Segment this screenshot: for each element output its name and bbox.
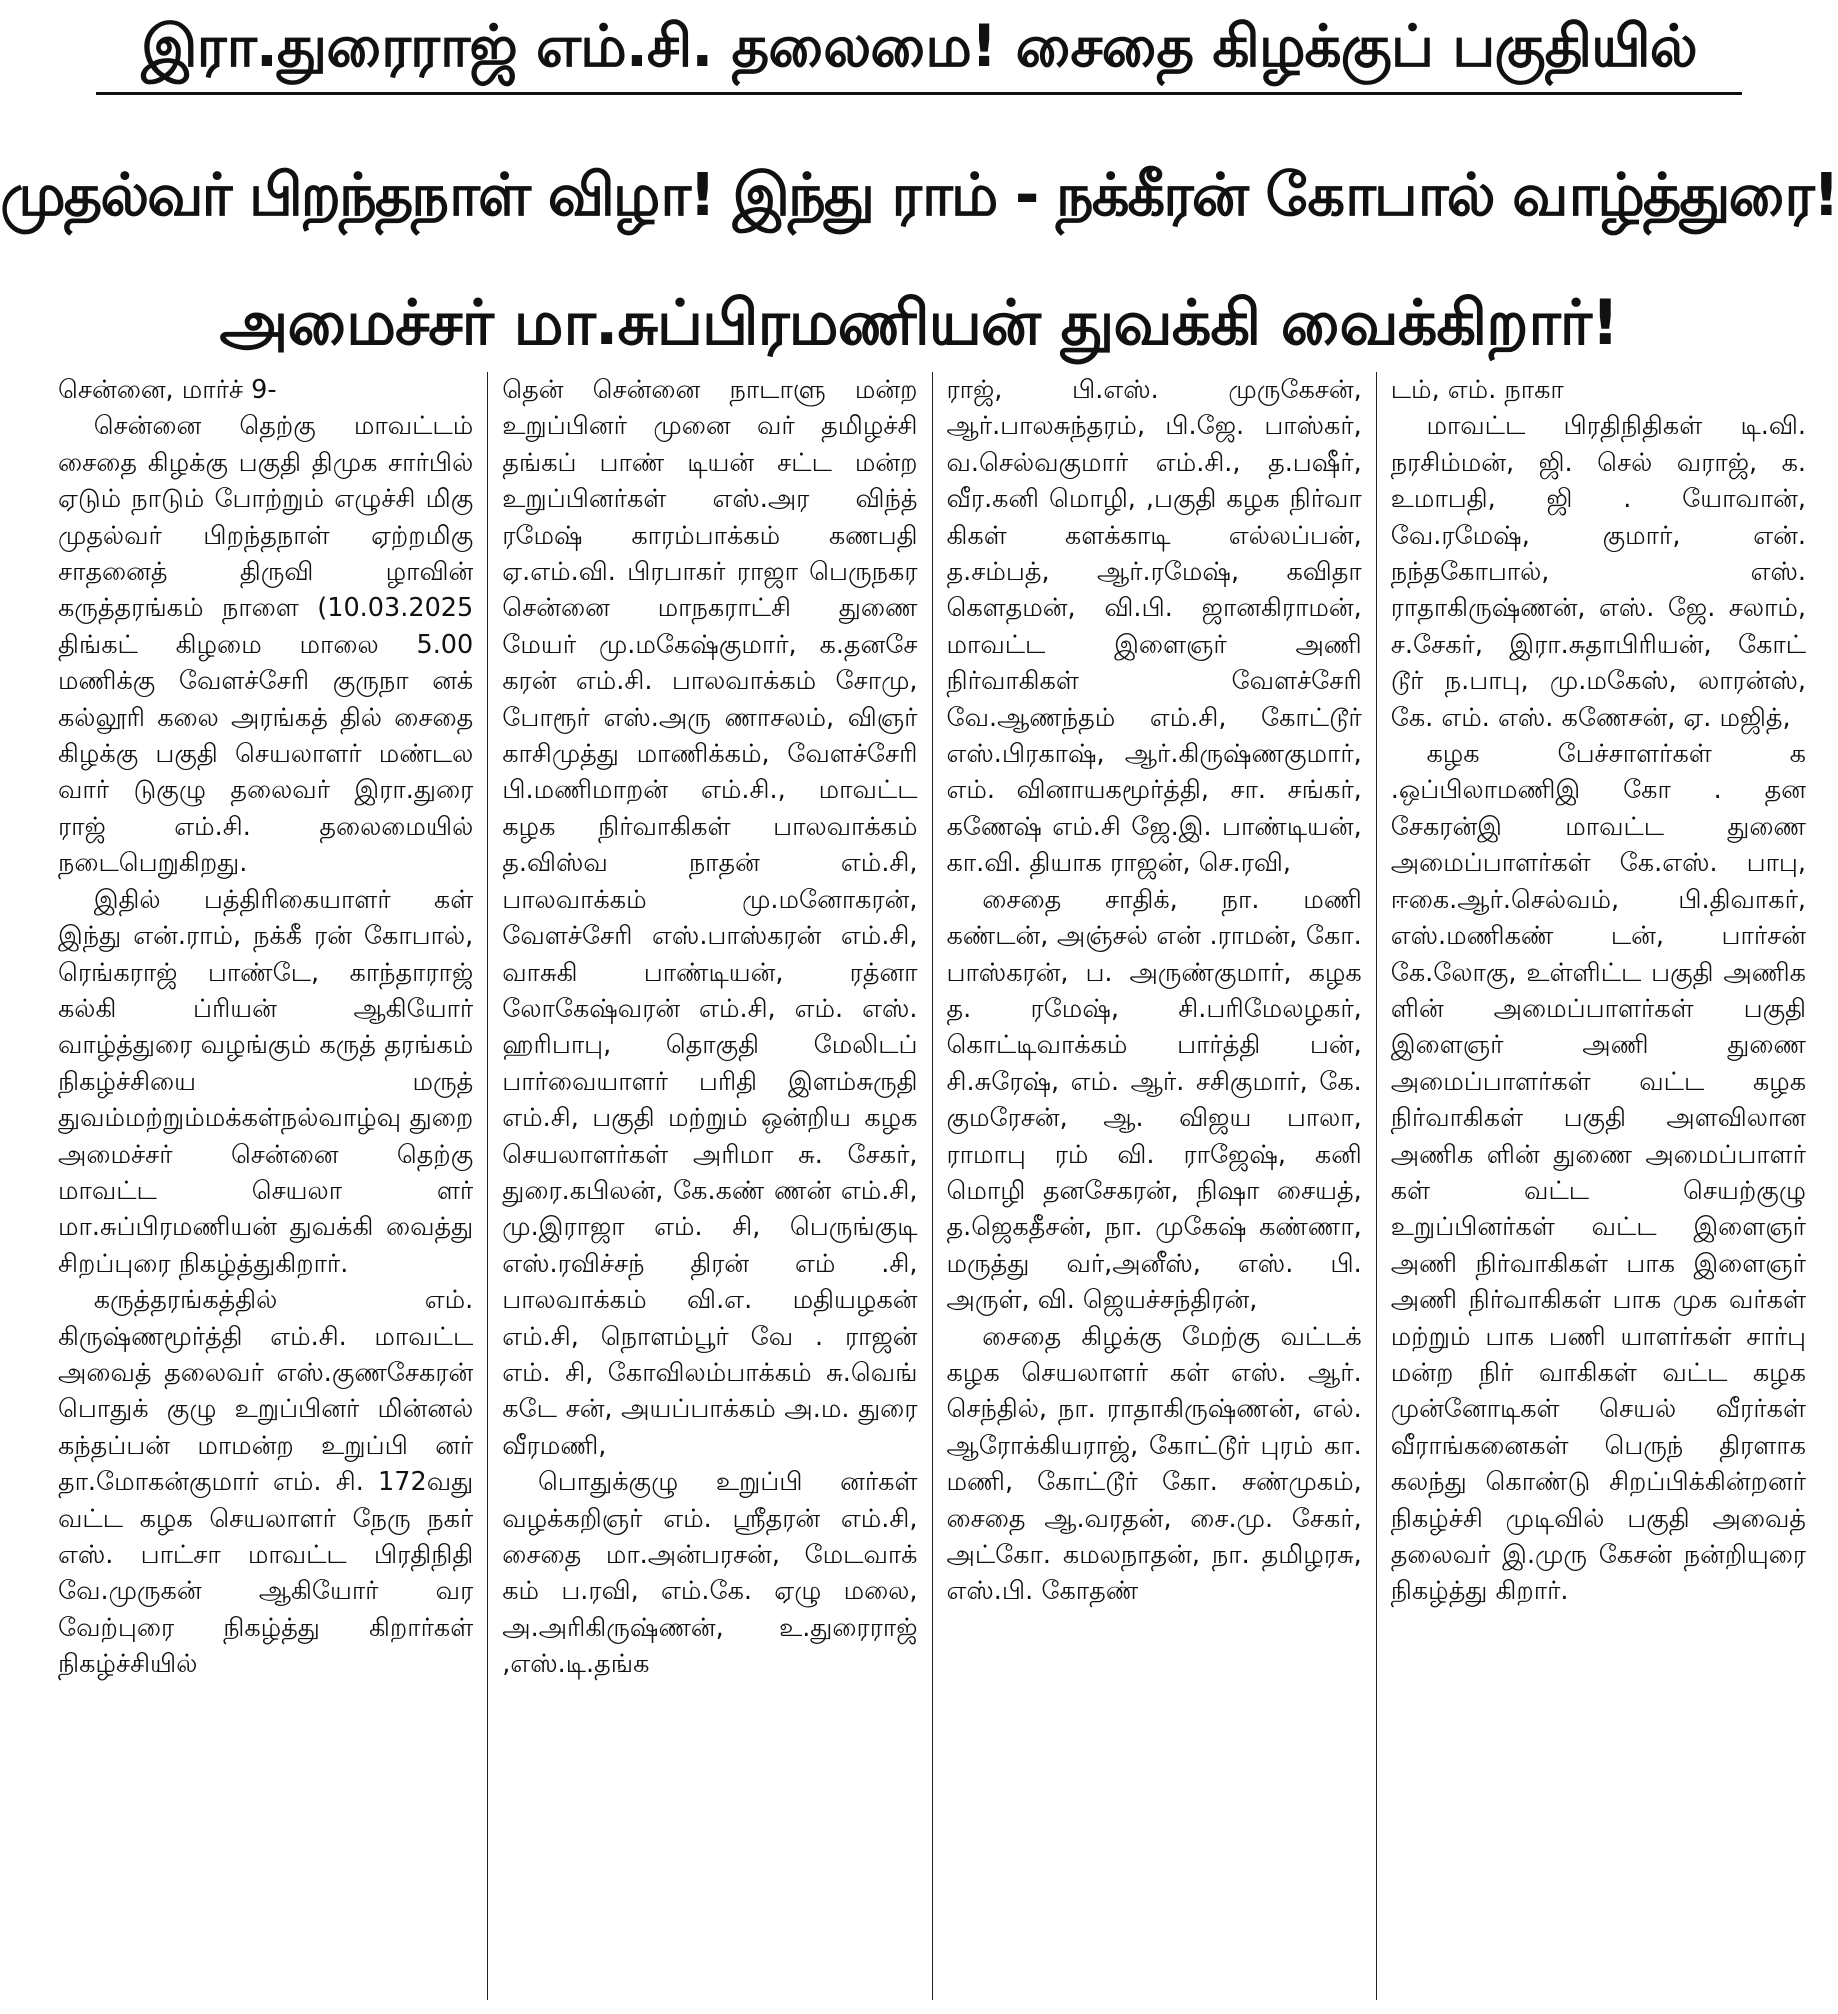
article-dateline: சென்னை, மார்ச் 9- [58,375,277,405]
headline-rule [96,92,1742,95]
article-paragraph: சென்னை தெற்கு மாவட்டம் சைதை கிழக்கு பகுதி திமுக சார்பில் ஏடும் நாடும் போற்றும் எழுச்சி மிகு முதல்வர் பிறந்தநாள் ஏற்றமிகு சாதனைத் திருவி ழாவின் கருத்தரங்கம் நாளை (10.03.2025 திங்கட் கிழமை மாலை 5.00 மணிக்கு வேளச்சேரி குருநா னக் கல்லூரி கலை அரங்கத் தில் சைதை கிழக்கு பகுதி செயலாளர் மண்டல வார் டுகுழு தலைவர் இரா.துரை ராஜ் எம்.சி. தலைமையில் நடைபெறுகிறது. [58,411,474,879]
article-column-3 [932,372,1376,2000]
article-paragraph: மாவட்ட பிரதிநிதிகள் டி.வி. நரசிம்மன், ஜி. செல் வராஜ், க. உமாபதி, ஜி . யோவான், வே.ரமேஷ், குமார், என். நந்தகோபால், எஸ். ராதாகிருஷ்ணன், எஸ். ஜே. சலாம், ச.சேகர், இரா.சுதாபிரியன், கோட் டூர் ந.பாபு, மு.மகேஸ், லாரன்ஸ், கே. எம். எஸ். கணேசன், ஏ. மஜித், [1390,411,1806,733]
article-paragraph: பொதுக்குழு உறுப்பி னர்கள் வழக்கறிஞர் எம். ஸ்ரீதரன் எம்.சி, சைதை மா.அன்பரசன், மேடவாக் கம் ப.ரவி, எம்.கே. ஏழு மலை, அ.அரிகிருஷ்ணன், உ.துரைராஜ் ,எஸ்.டி.தங்க [502,1467,918,1680]
headline-top: இரா.துரைராஜ் எம்.சி. தலைமை! சைதை கிழக்குப் பகுதியில் [141,12,1697,80]
article-paragraph: டம், எம். நாகா [1390,375,1564,405]
article-paragraph: சைதை கிழக்கு மேற்கு வட்டக் கழக செயலாளர் கள் எஸ். ஆர். செந்தில், நா. ராதாகிருஷ்ணன், எல். ஆரோக்கியராஜ், கோட்டூர் புரம் கா. மணி, கோட்டூர் கோ. சண்முகம், சைதை ஆ.வரதன், சை.மு. சேகர், அட்கோ. கமலநாதன், நா. தமிழரசு, எஸ்.பி. கோதண் [946,1321,1362,1607]
article-paragraph: இதில் பத்திரிகையாளர் கள் இந்து என்.ராம், நக்கீ ரன் கோபால், ரெங்கராஜ் பாண்டே, காந்தாராஜ் கல்கி ப்ரியன் ஆகியோர் வாழ்த்துரை வழங்கும் கருத் தரங்கம் நிகழ்ச்சியை மருத் துவம்மற்றும்மக்கள்நல்வாழ்வு துறை அமைச்சர் சென்னை தெற்கு மாவட்ட செயலா ளர் மா.சுப்பிரமணியன் துவக்கி வைத்து சிறப்புரை நிகழ்த்துகிறார். [58,884,474,1279]
article-column-4 [1376,372,1820,2000]
article-paragraph: தென் சென்னை நாடாளு மன்ற உறுப்பினர் முனை வர் தமிழச்சி தங்கப் பாண் டியன் சட்ட மன்ற உறுப்பினர்கள் எஸ்.அர விந்த் ரமேஷ் காரம்பாக்கம் கணபதி ஏ.எம்.வி. பிரபாகர் ராஜா பெருநகர சென்னை மாநகராட்சி துணை மேயர் மு.மகேஷ்குமார், க.தனசே கரன் எம்.சி. பாலவாக்கம் சோமு, போரூர் எஸ்.அரு ணாசலம், விஞர் காசிமுத்து மாணிக்கம், வேளச்சேரி பி.மணிமாறன் எம்.சி., மாவட்ட கழக நிர்வாகிகள் பாலவாக்கம் த.விஸ்வ நாதன் எம்.சி, பாலவாக்கம் மு.மனோகரன், வேளச்சேரி எஸ்.பாஸ்கரன் எம்.சி, வாசுகி பாண்டியன், ரத்னா லோகேஷ்வரன் எம்.சி, எம். எஸ். ஹரிபாபு, தொகுதி மேலிடப் பார்வையாளர் பரிதி இளம்சுருதி எம்.சி, பகுதி மற்றும் ஒன்றிய கழக செயலாளர்கள் அரிமா சு. சேகர், துரை.கபிலன், கே.கண் ணன் எம்.சி, மு.இராஜா எம். சி, பெருங்குடி எஸ்.ரவிச்சந் திரன் எம் .சி, பாலவாக்கம் வி.எ. மதியழகன் எம்.சி, நொளம்பூர் வே . ராஜன் எம். சி, கோவிலம்பாக்கம் சு.வெங் கடே சன், அயப்பாக்கம் அ.ம. துரை வீரமணி, [502,375,918,1461]
article-column-1 [44,372,487,2000]
article-paragraph: கழக பேச்சாளர்கள் க .ஒப்பிலாமணிஇ கோ . தன சேகரன்இ மாவட்ட துணை அமைப்பாளர்கள் கே.எஸ். பாபு, ஈகை.ஆர்.செல்வம், பி.திவாகர், எஸ்.மணிகண் டன், பார்சன் கே.லோகு, உள்ளிட்ட பகுதி அணிக ளின் அமைப்பாளர்கள் பகுதி இளைஞர் அணி துணை அமைப்பாளர்கள் வட்ட கழக நிர்வாகிகள் பகுதி அளவிலான அணிக ளின் துணை அமைப்பாளர் கள் வட்ட செயற்குழு உறுப்பினர்கள் வட்ட இளைஞர் அணி நிர்வாகிகள் பாக இளைஞர் அணி நிர்வாகிகள் பாக முக வர்கள் மற்றும் பாக பணி யாளர்கள் சார்பு மன்ற நிர் வாகிகள் வட்ட கழக முன்னோடிகள் செயல் வீரர்கள் வீராங்கனைகள் பெருந் திரளாக கலந்து கொண்டு சிறப்பிக்கின்றனர் நிகழ்ச்சி முடிவில் பகுதி அவைத் தலைவர் இ.முரு கேசன் நன்றியுரை நிகழ்த்து கிறார். [1390,739,1806,1607]
headline-main: முதல்வர் பிறந்தநாள் விழா! இந்து ராம் - நக்கீரன் கோபால் வாழ்த்துரை! [0,160,1838,229]
article-paragraph: சைதை சாதிக், நா. மணி கண்டன், அஞ்சல் என் .ராமன், கோ. பாஸ்கரன், ப. அருண்குமார், கழக த. ரமேஷ், சி.பரிமேலழகர், கொட்டிவாக்கம் பார்த்தி பன், சி.சுரேஷ், எம். ஆர். சசிகுமார், கே. குமரேசன், ஆ. விஜய பாலா, ராமாபு ரம் வி. ராஜேஷ், கனி மொழி தனசேகரன், நிஷா சையத், த.ஜெகதீசன், நா. முகேஷ் கண்ணா, மருத்து வர்,அனீஸ், எஸ். பி. அருள், வி. ஜெயச்சந்திரன், [946,884,1362,1316]
article-paragraph: ராஜ், பி.எஸ். முருகேசன், ஆர்.பாலசுந்தரம், பி.ஜே. பாஸ்கர், வ.செல்வகுமார் எம்.சி., த.பஷீர், வீர.கனி மொழி, ,பகுதி கழக நிர்வா கிகள் களக்காடி எல்லப்பன், த.சம்பத், ஆர்.ரமேஷ், கவிதா கௌதமன், வி.பி. ஜானகிராமன், மாவட்ட இளைஞர் அணி நிர்வாகிகள் வேளச்சேரி வே.ஆணந்தம் எம்.சி, கோட்டூர் எஸ்.பிரகாஷ், ஆர்.கிருஷ்ணகுமார், எம். வினாயகமூர்த்தி, சா. சங்கர், கணேஷ் எம்.சி ஜே.இ. பாண்டியன், கா.வி. தியாக ராஜன், செ.ரவி, [946,375,1362,879]
article-body [44,372,1820,2000]
article-column-2 [487,372,931,2000]
article-paragraph: கருத்தரங்கத்தில் எம். கிருஷ்ணமூர்த்தி எம்.சி. மாவட்ட அவைத் தலைவர் எஸ்.குணசேகரன் பொதுக் குழு உறுப்பினர் மின்னல் கந்தப்பன் மாமன்ற உறுப்பி னர் தா.மோகன்குமார் எம். சி. 172வது வட்ட கழக செயலாளர் நேரு நகர் எஸ். பாட்சா மாவட்ட பிரதிநிதி வே.முருகன் ஆகியோர் வர வேற்புரை நிகழ்த்து கிறார்கள் நிகழ்ச்சியில் [58,1285,474,1680]
headline-sub: அமைச்சர் மா.சுப்பிரமணியன் துவக்கி வைக்கிறார்! [219,286,1619,359]
